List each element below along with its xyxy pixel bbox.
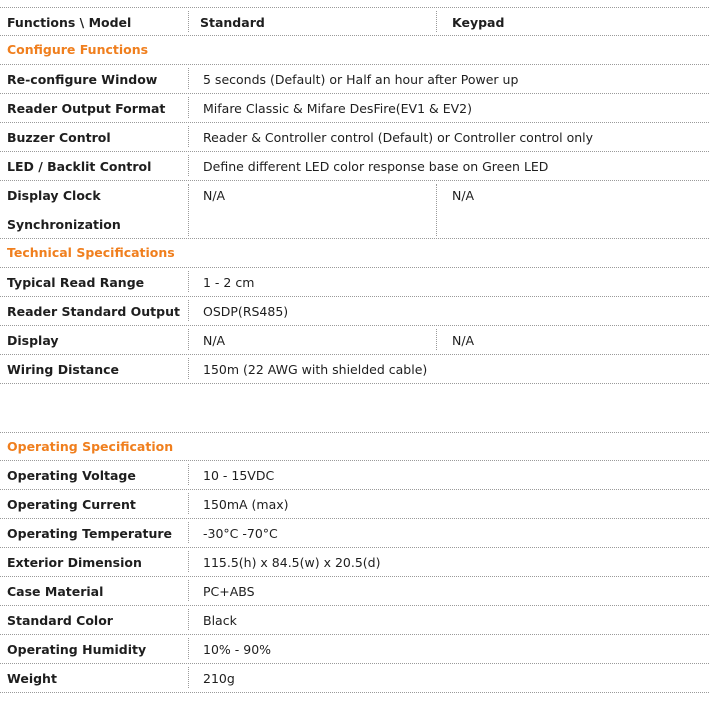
col-divider — [188, 271, 189, 292]
col-divider — [436, 329, 437, 350]
row-value: 1 - 2 cm — [203, 275, 255, 290]
wiring-row — [0, 355, 709, 384]
col-divider — [188, 11, 189, 32]
standard-value: N/A — [203, 188, 226, 203]
table-row — [0, 577, 709, 606]
header-col-standard: Standard — [200, 15, 265, 30]
row-label: Reader Output Format — [7, 101, 166, 116]
table-row — [0, 664, 709, 693]
col-divider — [188, 493, 189, 514]
col-divider — [188, 580, 189, 601]
section-title-configure: Configure Functions — [7, 42, 149, 57]
row-label: Wiring Distance — [7, 362, 120, 377]
table-row — [0, 123, 709, 152]
row-label: Buzzer Control — [7, 130, 111, 145]
row-value: 210g — [203, 671, 235, 686]
table-row — [0, 94, 709, 123]
row-value: OSDP(RS485) — [203, 304, 289, 319]
standard-value: N/A — [203, 333, 226, 348]
row-value: 10 - 15VDC — [203, 468, 275, 483]
row-value: Mifare Classic & Mifare DesFire(EV1 & EV2) — [203, 101, 473, 116]
spec-table-top — [0, 7, 709, 384]
section-configure-row — [0, 36, 709, 65]
col-divider — [188, 329, 189, 350]
row-value: -30°C -70°C — [203, 526, 278, 541]
table-row — [0, 268, 709, 297]
row-label: Exterior Dimension — [7, 555, 142, 570]
keypad-value: N/A — [452, 333, 475, 348]
row-label: Reader Standard Output — [7, 304, 180, 319]
row-value: 115.5(h) x 84.5(w) x 20.5(d) — [203, 555, 381, 570]
keypad-value: N/A — [452, 188, 475, 203]
col-divider — [436, 184, 437, 236]
col-divider — [188, 522, 189, 543]
row-value: 10% - 90% — [203, 642, 272, 657]
col-divider — [188, 358, 189, 379]
header-col-keypad: Keypad — [452, 15, 505, 30]
row-value: Black — [203, 613, 237, 628]
section-operating-row — [0, 432, 709, 461]
row-value: Reader & Controller control (Default) or Controller control only — [203, 130, 594, 145]
col-divider — [188, 667, 189, 688]
table-row — [0, 152, 709, 181]
header-col-functions: Functions \ Model — [7, 15, 132, 30]
row-value: PC+ABS — [203, 584, 255, 599]
row-label: Operating Current — [7, 497, 136, 512]
col-divider — [188, 97, 189, 118]
col-divider — [188, 155, 189, 176]
row-label: Operating Temperature — [7, 526, 173, 541]
table-row — [0, 519, 709, 548]
col-divider — [188, 184, 189, 236]
display-row — [0, 326, 709, 355]
row-label: Display — [7, 333, 59, 348]
section-title-technical: Technical Specifications — [7, 245, 175, 260]
col-divider — [188, 638, 189, 659]
row-label-line1: Display Clock — [7, 188, 101, 203]
table-row — [0, 490, 709, 519]
col-divider — [188, 126, 189, 147]
row-label: LED / Backlit Control — [7, 159, 152, 174]
col-divider — [436, 11, 437, 32]
row-label: Operating Humidity — [7, 642, 147, 657]
header-row — [0, 7, 709, 36]
row-value: Define different LED color response base on Green LED — [203, 159, 549, 174]
table-row — [0, 606, 709, 635]
row-label: Operating Voltage — [7, 468, 136, 483]
col-divider — [188, 68, 189, 89]
row-value: 150m (22 AWG with shielded cable) — [203, 362, 428, 377]
section-technical-row — [0, 239, 709, 268]
row-value: 5 seconds (Default) or Half an hour after Power up — [203, 72, 519, 87]
table-row — [0, 461, 709, 490]
row-label: Standard Color — [7, 613, 113, 628]
col-divider — [188, 609, 189, 630]
col-divider — [188, 551, 189, 572]
row-label: Typical Read Range — [7, 275, 145, 290]
row-label: Case Material — [7, 584, 104, 599]
row-label: Re-configure Window — [7, 72, 158, 87]
table-row — [0, 297, 709, 326]
section-title-operating: Operating Specification — [7, 439, 174, 454]
table-row — [0, 65, 709, 94]
row-value: 150mA (max) — [203, 497, 289, 512]
table-row — [0, 635, 709, 664]
display-clock-row — [0, 181, 709, 239]
row-label-line2: Synchronization — [7, 217, 121, 232]
spec-table-operating — [0, 432, 709, 693]
col-divider — [188, 300, 189, 321]
col-divider — [188, 464, 189, 485]
row-label: Weight — [7, 671, 57, 686]
table-row — [0, 548, 709, 577]
